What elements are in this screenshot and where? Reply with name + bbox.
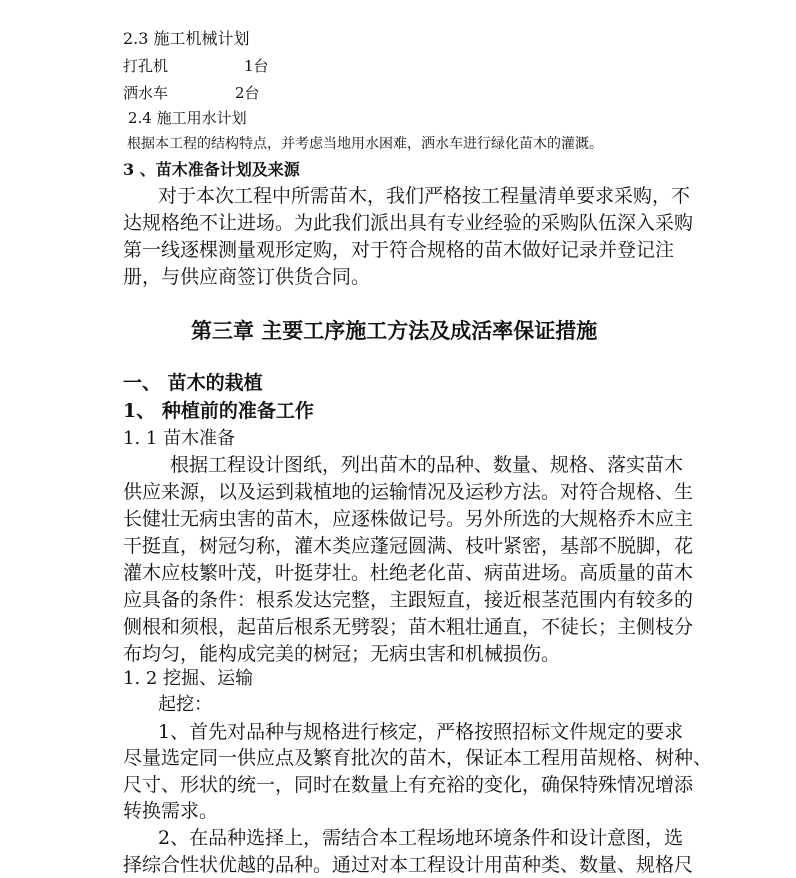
paragraph-line: 1、首先对品种与规格进行核定，严格按照招标文件规定的要求 bbox=[158, 721, 684, 743]
paragraph-line: 长健壮无病虫害的苗木，应逐株做记号。另外所选的大规格乔木应主 bbox=[123, 508, 694, 530]
paragraph-line: 侧根和须根，起苗后根系无劈裂；苗木粗壮通直，不徒长；主侧枝分 bbox=[123, 616, 694, 638]
paragraph-line: 灌木应枝繁叶茂，叶挺芽壮。杜绝老化苗、病苗进场。高质量的苗木 bbox=[123, 562, 694, 584]
section-heading: 一、 苗木的栽植 bbox=[123, 372, 263, 394]
paragraph-line: 应具备的条件：根系发达完整，主跟短直，接近根茎范围内有较多的 bbox=[123, 589, 694, 611]
subsection-1-2-title: 1. 2 挖掘、运输 bbox=[123, 668, 254, 689]
paragraph-line: 供应来源，以及运到栽植地的运输情况及运秒方法。对符合规格、生 bbox=[123, 481, 694, 503]
paragraph-line: 册，与供应商签订供货合同。 bbox=[123, 266, 371, 288]
paragraph-line: 转换需求。 bbox=[123, 800, 219, 822]
paragraph-line: 尽量选定同一供应点及繁育批次的苗木，保证本工程用苗规格、树种、 bbox=[123, 747, 713, 769]
paragraph-line: 干挺直，树冠匀称，灌木类应蓬冠圆满、枝叶紧密，基部不脱脚，花 bbox=[123, 535, 694, 557]
section-3-title: 3 、苗木准备计划及来源 bbox=[123, 160, 300, 179]
section-2-3-title: 2.3 施工机械计划 bbox=[123, 29, 250, 48]
machine-qty: 2台 bbox=[235, 84, 260, 102]
machine-name: 洒水车 bbox=[123, 84, 169, 102]
paragraph-line: 根据工程设计图纸，列出苗木的品种、数量、规格、落实苗木 bbox=[170, 454, 684, 476]
subsection-heading: 1、 种植前的准备工作 bbox=[123, 400, 314, 422]
section-2-4-text: 根据本工程的结构特点，并考虑当地用水困难，洒水车进行绿化苗木的灌溉。 bbox=[127, 136, 603, 152]
paragraph-line: 布均匀，能构成完美的树冠；无病虫害和机械损伤。 bbox=[123, 643, 561, 665]
paragraph-line: 尺寸、形状的统一，同时在数量上有充裕的变化，确保特殊情况增添 bbox=[123, 774, 694, 796]
paragraph-line: 2、在品种选择上，需结合本工程场地环境条件和设计意图，选 bbox=[158, 827, 684, 849]
sub-label: 起挖： bbox=[158, 694, 212, 715]
section-2-4-title: 2.4 施工用水计划 bbox=[128, 109, 247, 127]
paragraph-line: 对于本次工程中所需苗木，我们严格按工程量清单要求采购，不 bbox=[158, 185, 691, 207]
paragraph-line: 择综合性状优越的品种。通过对本工程设计用苗种类、数量、规格尺 bbox=[123, 854, 694, 876]
paragraph-line: 达规格绝不让进场。为此我们派出具有专业经验的采购队伍深入采购 bbox=[123, 212, 694, 234]
subsection-1-1-title: 1. 1 苗木准备 bbox=[123, 428, 236, 449]
chapter-title: 第三章 主要工序施工方法及成活率保证措施 bbox=[191, 318, 598, 343]
machine-name: 打孔机 bbox=[123, 57, 169, 75]
machine-qty: 1台 bbox=[244, 57, 269, 75]
paragraph-line: 第一线逐棵测量观形定购，对于符合规格的苗木做好记录并登记注 bbox=[123, 239, 675, 261]
